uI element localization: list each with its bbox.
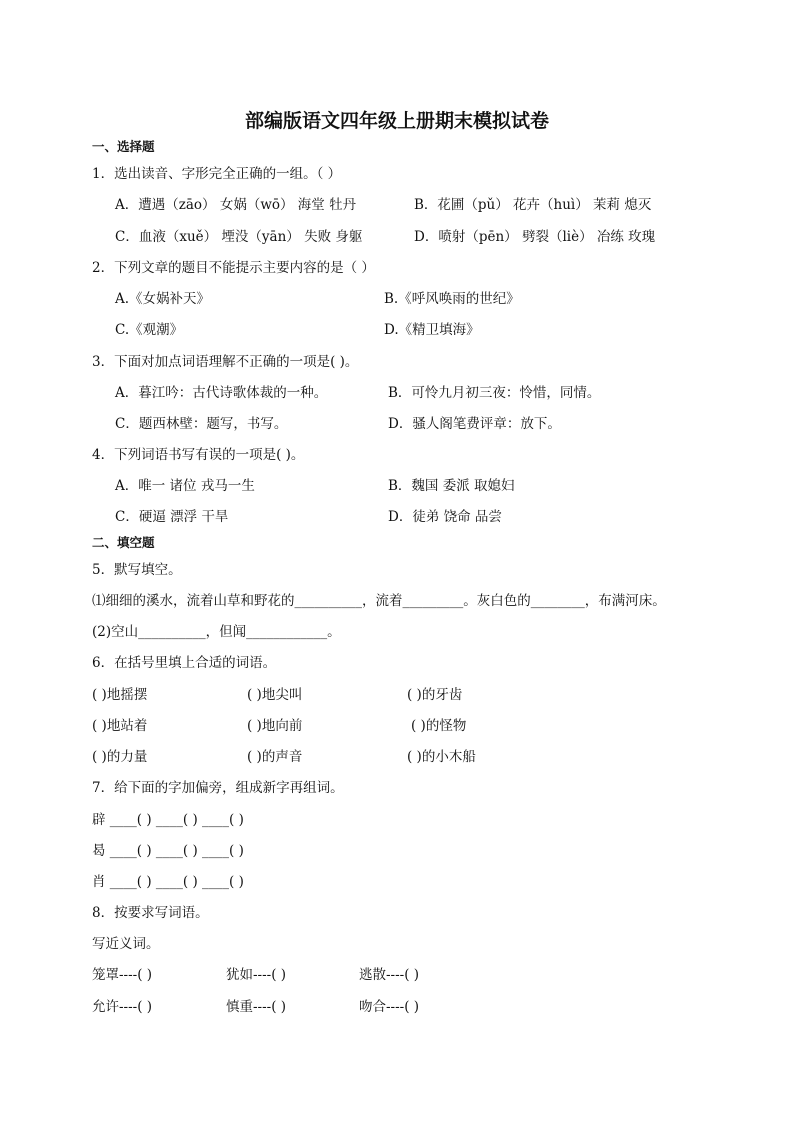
question-8-stem: 8．按要求写词语。 xyxy=(92,905,209,921)
question-4-option-d: D．徒弟 饶命 品尝 xyxy=(388,509,502,525)
question-7-row: 辟 ____( ) ____( ) ____( ) xyxy=(92,812,244,828)
question-2-option-c: C.《观潮》 xyxy=(115,322,184,338)
question-8-blank: 笼罩----( ) xyxy=(92,967,153,983)
question-1-stem: 1．选出读音、字形完全正确的一组。（ ） xyxy=(92,166,342,182)
question-4-option-a: A．唯一 诸位 戎马一生 xyxy=(115,478,255,494)
question-5-line-2: (2)空山__________，但闻____________。 xyxy=(92,624,341,640)
question-6-blank: ( )地摇摆 xyxy=(92,687,148,703)
question-6-blank: ( )的牙齿 xyxy=(407,687,463,703)
section-heading-choice: 一、选择题 xyxy=(92,139,155,154)
question-6-blank: ( )的力量 xyxy=(92,749,148,765)
question-2-option-b: B.《呼风唤雨的世纪》 xyxy=(384,291,520,307)
question-1-option-b: B．花圃（pǔ） 花卉（huì） 茉莉 熄灭 xyxy=(414,197,652,213)
question-6-blank: ( )地尖叫 xyxy=(247,687,303,703)
section-heading-fill: 二、填空题 xyxy=(92,535,155,550)
question-6-blank: ( )地向前 xyxy=(247,718,303,734)
question-7-row: 肖 ____( ) ____( ) ____( ) xyxy=(92,874,244,890)
question-3-option-d: D．骚人阁笔费评章：放下。 xyxy=(388,416,561,432)
question-8-blank: 允许----( ) xyxy=(92,999,153,1015)
question-6-blank: ( )地站着 xyxy=(92,718,148,734)
question-1-option-a: A．遭遇（zāo） 女娲（wō） 海堂 牡丹 xyxy=(115,197,357,213)
question-5-line-1: ⑴细细的溪水，流着山草和野花的__________，流着_________。灰白色的________，布满河床。 xyxy=(92,593,666,609)
question-4-option-c: C．硬逼 漂浮 干旱 xyxy=(115,509,229,525)
question-6-blank: ( )的小木船 xyxy=(407,749,476,765)
question-4-option-b: B．魏国 委派 取媳妇 xyxy=(388,478,515,494)
question-2-option-d: D.《精卫填海》 xyxy=(384,322,480,338)
question-6-stem: 6．在括号里填上合适的词语。 xyxy=(92,655,277,671)
question-7-stem: 7．给下面的字加偏旁，组成新字再组词。 xyxy=(92,780,344,796)
question-8-blank: 吻合----( ) xyxy=(359,999,420,1015)
question-8-blank: 犹如----( ) xyxy=(226,967,287,983)
question-8-subheading: 写近义词。 xyxy=(92,936,160,952)
question-8-blank: 慎重----( ) xyxy=(226,999,287,1015)
question-1-option-c: C．血液（xuě） 堙没（yān） 失败 身躯 xyxy=(115,229,363,245)
question-4-stem: 4．下列词语书写有误的一项是( )。 xyxy=(92,447,305,463)
question-7-row: 曷 ____( ) ____( ) ____( ) xyxy=(92,843,244,859)
question-3-option-a: A．暮江吟：古代诗歌体裁的一种。 xyxy=(115,385,328,401)
question-6-blank: ( )的声音 xyxy=(247,749,303,765)
question-5-stem: 5．默写填空。 xyxy=(92,562,182,578)
question-6-blank: ( )的怪物 xyxy=(411,718,467,734)
question-1-option-d: D．喷射（pēn） 劈裂（liè） 冶练 玫瑰 xyxy=(414,229,656,245)
question-2-stem: 2．下列文章的题目不能提示主要内容的是（ ） xyxy=(92,260,375,276)
question-2-option-a: A.《女娲补天》 xyxy=(115,291,211,307)
page-title: 部编版语文四年级上册期末模拟试卷 xyxy=(244,110,549,132)
question-3-option-b: B．可怜九月初三夜：怜惜，同情。 xyxy=(388,385,601,401)
question-8-blank: 逃散----( ) xyxy=(359,967,420,983)
question-3-option-c: C．题西林壁：题写，书写。 xyxy=(115,416,288,432)
question-3-stem: 3．下面对加点词语理解不正确的一项是( )。 xyxy=(92,354,359,370)
